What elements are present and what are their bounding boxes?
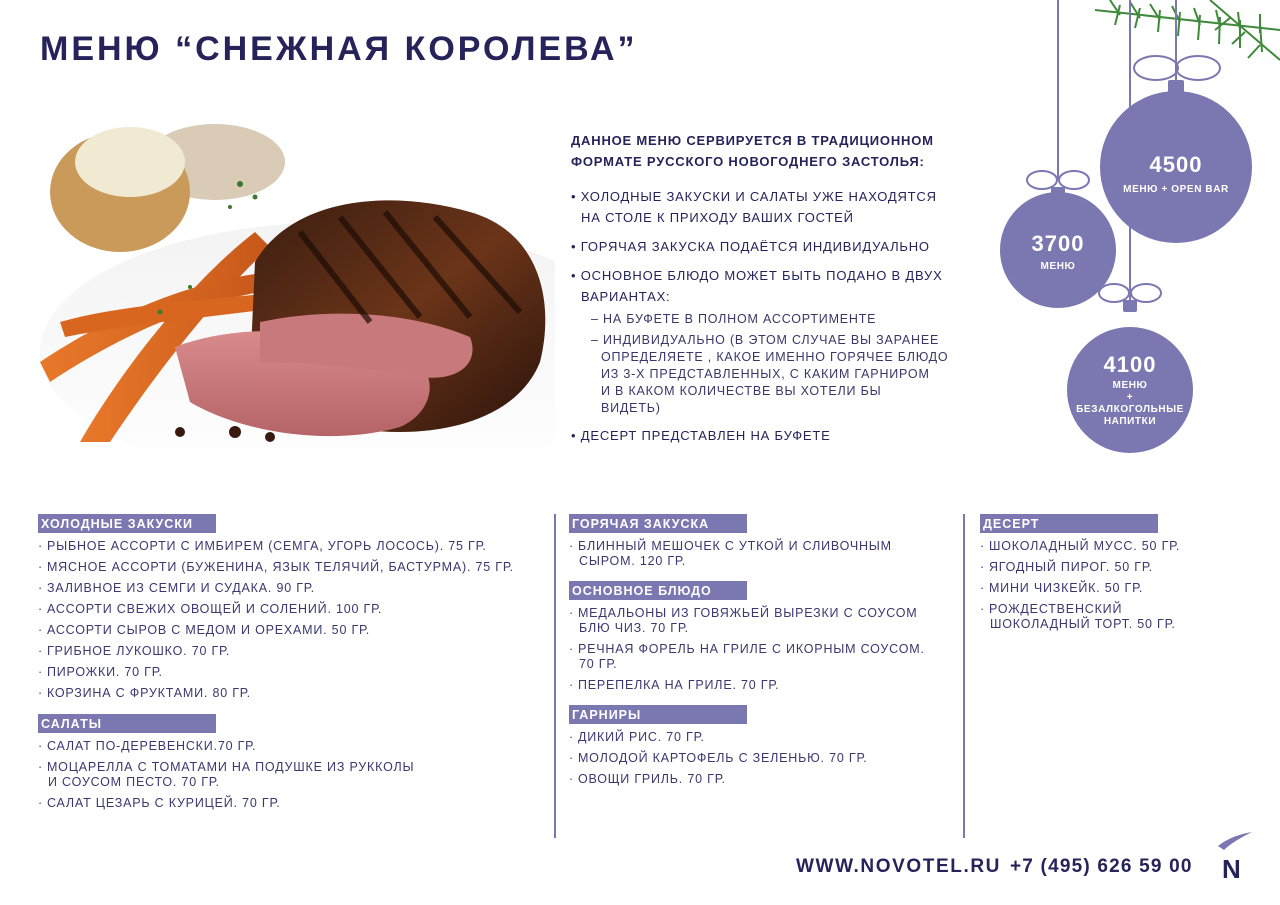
list-item: · РЕЧНАЯ ФОРЕЛЬ НА ГРИЛЕ С ИКОРНЫМ СОУСОМ. 70 ГР. [569,642,925,671]
list-item: · ОВОЩИ ГРИЛЬ. 70 ГР. [569,772,726,786]
section-hot-starter: ГОРЯЧАЯ ЗАКУСКА [569,514,747,533]
intro-bullet-main: • ОСНОВНОЕ БЛЮДО МОЖЕТ БЫТЬ ПОДАНО В ДВУХ ВАРИАНТАХ: – НА БУФЕТЕ В ПОЛНОМ АССОРТИМЕНТЕ – ИНДИВИДУАЛЬНО (В ЭТОМ СЛУЧАЕ ВЫ ЗАРАНЕЕ ОПРЕДЕЛЯЕТЕ , КАКОЕ ИМЕННО ГОРЯЧЕЕ БЛЮДО ИЗ 3-Х ПРЕДСТАВЛЕННЫХ, С КАКИМ ГАРНИРОМ И В КАКОМ КОЛИЧЕСТВЕ ВЫ ХОТЕЛИ БЫ ВИДЕТЬ) [571,265,991,417]
list-item: · МОЛОДОЙ КАРТОФЕЛЬ С ЗЕЛЕНЬЮ. 70 ГР. [569,751,868,765]
intro-bullet-dessert: • ДЕСЕРТ ПРЕДСТАВЛЕН НА БУФЕТЕ [571,428,831,443]
list-item: · АССОРТИ СЫРОВ С МЕДОМ И ОРЕХАМИ. 50 ГР. [38,623,371,637]
pine-branch-icon [1095,0,1280,60]
section-sides: ГАРНИРЫ [569,705,747,724]
price-open-bar: 4500 МЕНЮ + OPEN BAR [1123,152,1229,195]
price-soft-drinks: 4100 МЕНЮ + БЕЗАЛКОГОЛЬНЫЕ НАПИТКИ [1076,352,1184,427]
menu-column-cold-salads [38,514,548,817]
page-title: МЕНЮ “СНЕЖНАЯ КОРОЛЕВА” [40,30,638,68]
intro-bullet-cold: • ХОЛОДНЫЕ ЗАКУСКИ И САЛАТЫ УЖЕ НАХОДЯТСЯ НА СТОЛЕ К ПРИХОДУ ВАШИХ ГОСТЕЙ [571,189,937,225]
section-cold-appetizers: ХОЛОДНЫЕ ЗАКУСКИ [38,514,216,533]
intro-heading: ДАННОЕ МЕНЮ СЕРВИРУЕТСЯ В ТРАДИЦИОННОМ ФОРМАТЕ РУССКОГО НОВОГОДНЕГО ЗАСТОЛЬЯ: [571,133,934,169]
list-item: · ГРИБНОЕ ЛУКОШКО. 70 ГР. [38,644,231,658]
list-item: · БЛИННЫЙ МЕШОЧЕК С УТКОЙ И СЛИВОЧНЫМ СЫРОМ. 120 ГР. [569,539,892,568]
intro-bullet-hot: • ГОРЯЧАЯ ЗАКУСКА ПОДАЁТСЯ ИНДИВИДУАЛЬНО [571,239,930,254]
column-divider [554,514,556,838]
list-item: · ЯГОДНЫЙ ПИРОГ. 50 ГР. [980,560,1153,574]
section-main-course: ОСНОВНОЕ БЛЮДО [569,581,747,600]
section-salads: САЛАТЫ [38,714,216,733]
column-divider [963,514,965,838]
intro-sub-individual: – ИНДИВИДУАЛЬНО (В ЭТОМ СЛУЧАЕ ВЫ ЗАРАНЕЕ ОПРЕДЕЛЯЕТЕ , КАКОЕ ИМЕННО ГОРЯЧЕЕ БЛЮДО ИЗ 3-Х ПРЕДСТАВЛЕННЫХ, С КАКИМ ГАРНИРОМ И В КАКОМ КОЛИЧЕСТВЕ ВЫ ХОТЕЛИ БЫ ВИДЕТЬ) [591,333,949,415]
intro-sub-buffet: – НА БУФЕТЕ В ПОЛНОМ АССОРТИМЕНТЕ [591,312,877,326]
svg-text:N: N [1222,854,1241,882]
list-item: · САЛАТ ПО-ДЕРЕВЕНСКИ.70 ГР. [38,739,257,753]
list-item: · ДИКИЙ РИС. 70 ГР. [569,730,705,744]
list-item: · ЗАЛИВНОЕ ИЗ СЕМГИ И СУДАКА. 90 ГР. [38,581,315,595]
novotel-logo-icon [1210,832,1254,882]
list-item: · МОЦАРЕЛЛА С ТОМАТАМИ НА ПОДУШКЕ ИЗ РУККОЛЫ И СОУСОМ ПЕСТО. 70 ГР. [38,760,415,789]
section-dessert: ДЕСЕРТ [980,514,1158,533]
intro-text [571,130,991,446]
menu-column-dessert [980,514,1260,638]
menu-column-hot-main [569,514,959,793]
list-item: · РОЖДЕСТВЕНСКИЙ ШОКОЛАДНЫЙ ТОРТ. 50 ГР. [980,602,1176,631]
list-item: · МЯСНОЕ АССОРТИ (БУЖЕНИНА, ЯЗЫК ТЕЛЯЧИЙ, БАСТУРМА). 75 ГР. [38,560,514,574]
list-item: · РЫБНОЕ АССОРТИ С ИМБИРЕМ (СЕМГА, УГОРЬ ЛОСОСЬ). 75 ГР. [38,539,487,553]
list-item: · МИНИ ЧИЗКЕЙК. 50 ГР. [980,581,1144,595]
price-menu: 3700 МЕНЮ [1031,231,1085,272]
list-item: · ПЕРЕПЕЛКА НА ГРИЛЕ. 70 ГР. [569,678,780,692]
phone-number[interactable]: +7 (495) 626 59 00 [1010,856,1193,877]
website-link[interactable]: WWW.NOVOTEL.RU [796,856,1001,877]
list-item: · ШОКОЛАДНЫЙ МУСС. 50 ГР. [980,539,1181,553]
list-item: · АССОРТИ СВЕЖИХ ОВОЩЕЙ И СОЛЕНИЙ. 100 ГР. [38,602,383,616]
list-item: · ПИРОЖКИ. 70 ГР. [38,665,163,679]
list-item: · КОРЗИНА С ФРУКТАМИ. 80 ГР. [38,686,251,700]
list-item: · МЕДАЛЬОНЫ ИЗ ГОВЯЖЬЕЙ ВЫРЕЗКИ С СОУСОМ БЛЮ ЧИЗ. 70 ГР. [569,606,918,635]
food-photo [40,112,555,468]
list-item: · САЛАТ ЦЕЗАРЬ С КУРИЦЕЙ. 70 ГР. [38,796,281,810]
